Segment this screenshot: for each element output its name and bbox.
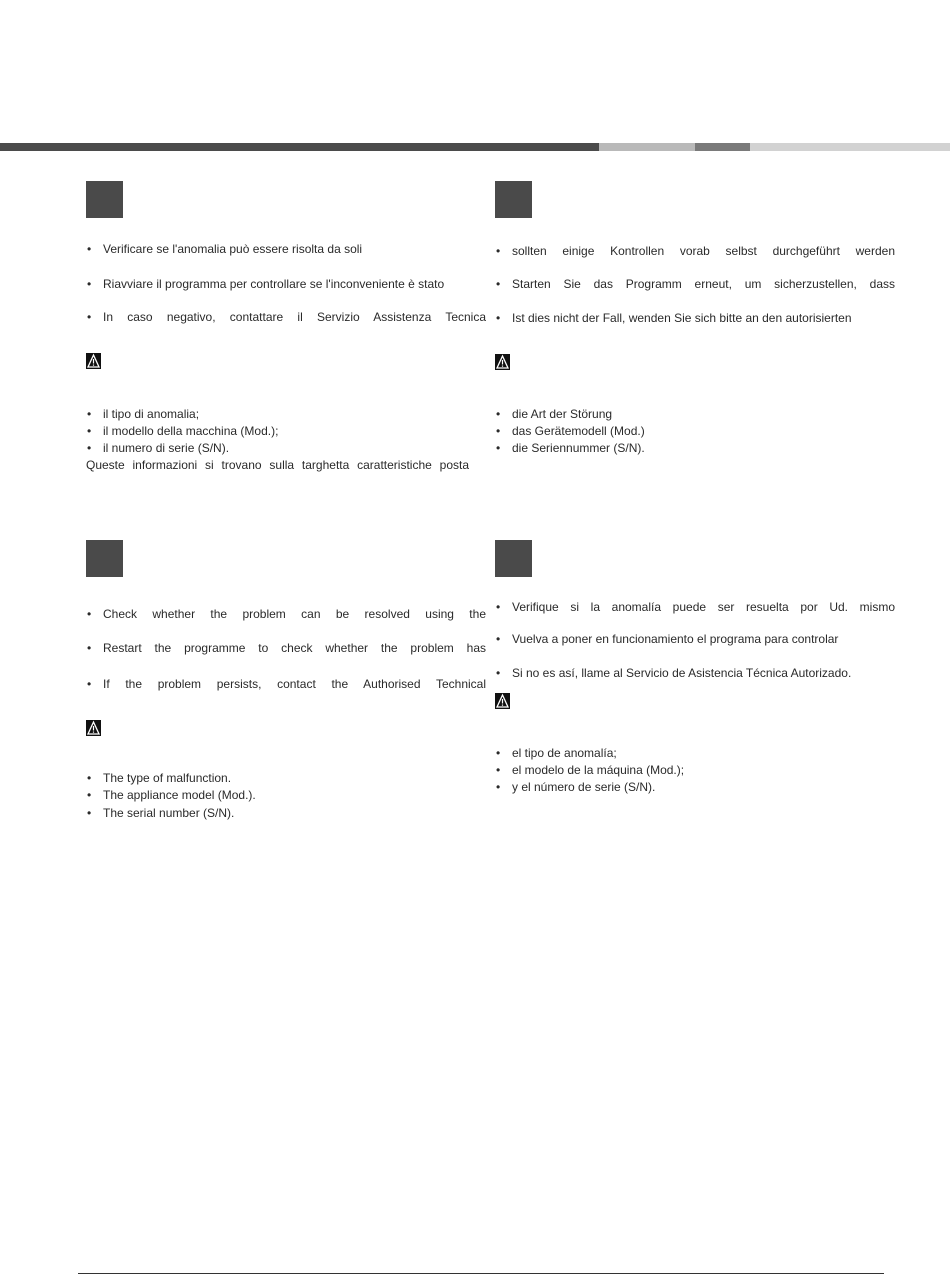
check-item: • Restart the programme to check whether the problem has	[86, 641, 486, 655]
check-item: • Si no es así, llame al Servicio de Asistencia Técnica Autorizado.	[495, 666, 895, 680]
header-bar-segment-mid	[695, 143, 750, 151]
section-marker-square	[86, 181, 123, 218]
warning-icon	[495, 354, 510, 370]
section-spanish	[495, 540, 895, 810]
footer-rule	[78, 1273, 884, 1274]
info-item: • il modello della macchina (Mod.);	[86, 424, 486, 438]
info-item: • The type of malfunction.	[86, 771, 486, 785]
check-item: • Verificare se l'anomalia può essere risolta da soli	[86, 242, 486, 256]
warning-icon	[86, 353, 101, 369]
info-item: • The appliance model (Mod.).	[86, 788, 486, 802]
check-item: • Starten Sie das Programm erneut, um sicherzustellen, dass	[495, 277, 895, 291]
section-marker-square	[86, 540, 123, 577]
section-german	[495, 181, 895, 471]
info-item: • y el número de serie (S/N).	[495, 780, 895, 794]
info-item: • The serial number (S/N).	[86, 806, 486, 820]
info-item: • das Gerätemodell (Mod.)	[495, 424, 895, 438]
check-item: • Check whether the problem can be resolved using the	[86, 607, 486, 621]
header-bar-segment-dark	[0, 143, 599, 151]
header-bar-segment-light-2	[750, 143, 950, 151]
info-note: Queste informazioni si trovano sulla targhetta caratteristiche posta	[86, 458, 469, 472]
info-item: • il numero di serie (S/N).	[86, 441, 486, 455]
warning-icon	[495, 693, 510, 709]
section-italian	[86, 181, 486, 481]
section-marker-square	[495, 540, 532, 577]
info-item: • il tipo di anomalia;	[86, 407, 486, 421]
check-item: • In caso negativo, contattare il Servizio Assistenza Tecnica	[86, 310, 486, 324]
header-color-bar	[0, 143, 950, 151]
info-item: • die Art der Störung	[495, 407, 895, 421]
section-marker-square	[495, 181, 532, 218]
check-item: • Ist dies nicht der Fall, wenden Sie sich bitte an den autorisierten	[495, 311, 895, 325]
section-english	[86, 540, 486, 830]
check-item: • If the problem persists, contact the Authorised Technical	[86, 677, 486, 691]
check-item: • sollten einige Kontrollen vorab selbst durchgeführt werden	[495, 244, 895, 258]
check-item: • Riavviare il programma per controllare se l'inconveniente è stato	[86, 277, 486, 291]
info-item: • el tipo de anomalía;	[495, 746, 895, 760]
info-item: • die Seriennummer (S/N).	[495, 441, 895, 455]
warning-icon	[86, 720, 101, 736]
check-item: • Verifique si la anomalía puede ser resuelta por Ud. mismo	[495, 600, 895, 614]
check-item: • Vuelva a poner en funcionamiento el programa para controlar	[495, 632, 895, 646]
info-item: • el modelo de la máquina (Mod.);	[495, 763, 895, 777]
header-bar-segment-light	[599, 143, 695, 151]
